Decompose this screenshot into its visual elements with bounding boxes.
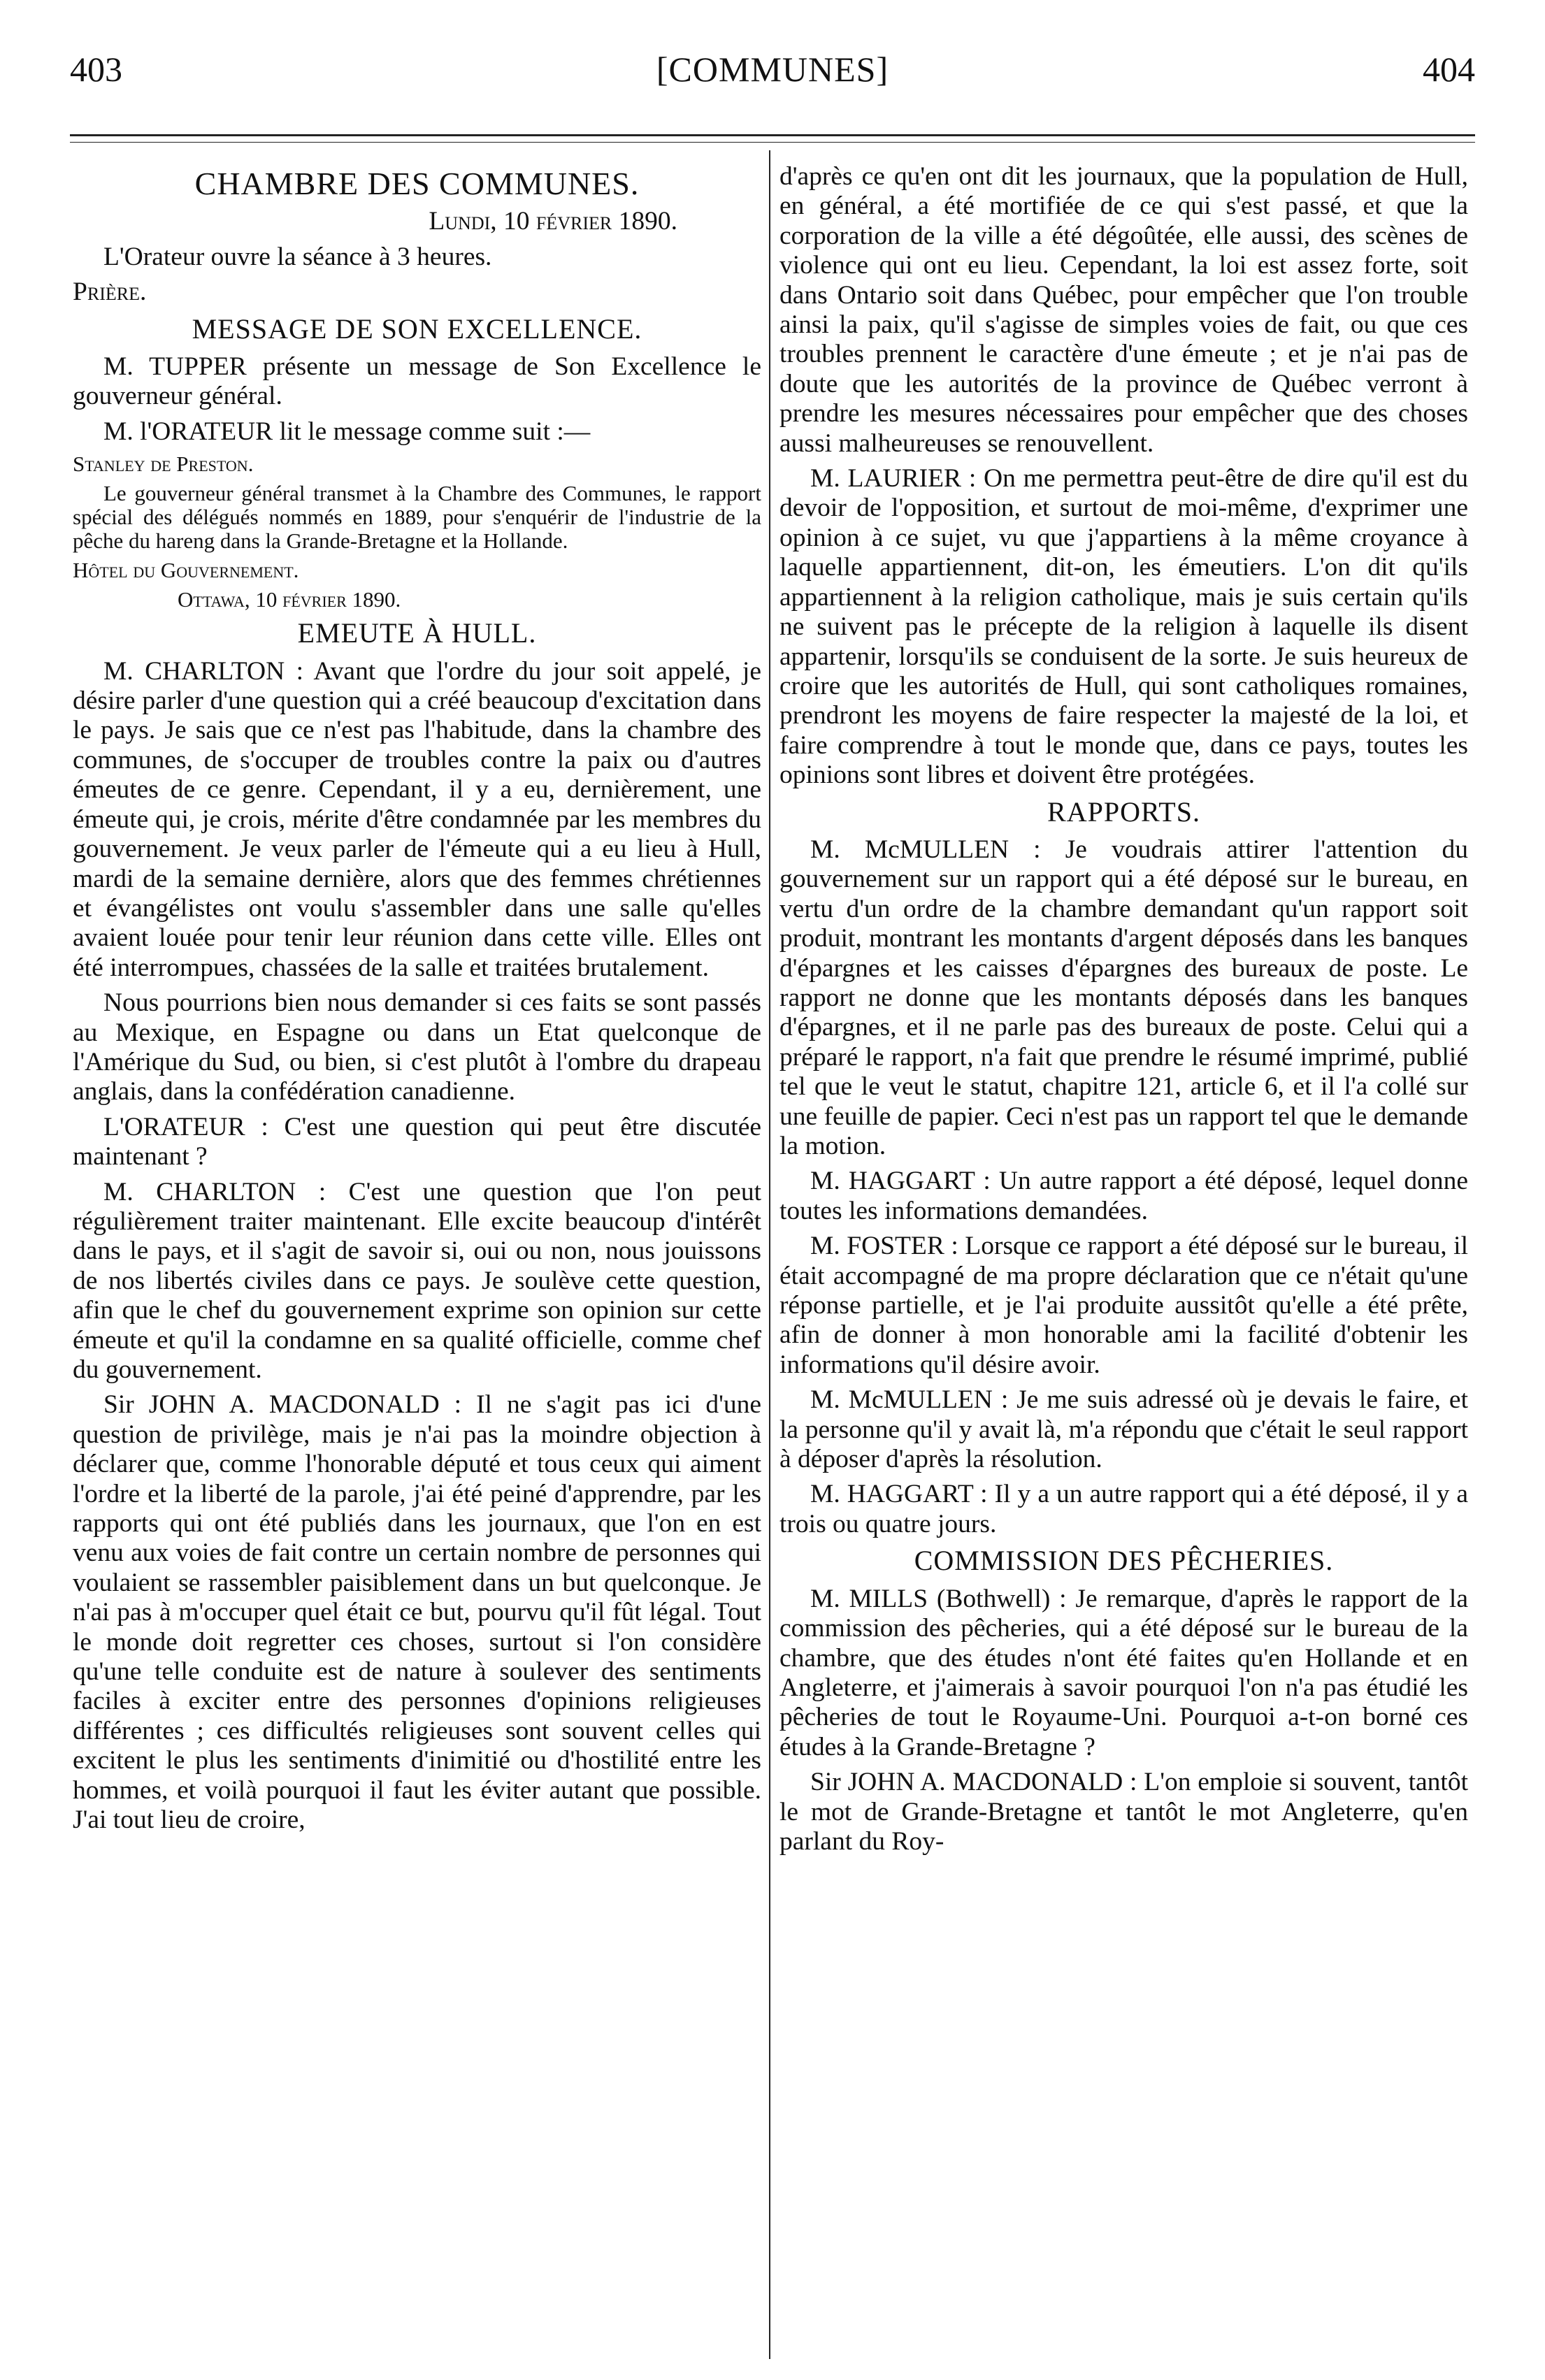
running-title: [COMMUNES] — [656, 50, 889, 89]
message-body: Le gouverneur général transmet à la Chambre des Communes, le rapport spécial des délégués nommés en 1889, pour s'enquérir de l'industrie de la pêche du hareng dans la Grande-Bretagne et la Hollande. — [73, 481, 761, 554]
chamber-title: CHAMBRE DES COMMUNES. — [194, 166, 640, 201]
emeute-heading: EMEUTE À HULL. — [297, 617, 537, 649]
header-rule-thin — [70, 142, 1475, 143]
continuation-paragraph: d'après ce qu'en ont dit les journaux, que la population de Hull, en général, a été mortifiée de ce qui s'est passé, et que la corporation de la ville a été dégoûtée, elle aussi, des scènes de violence qui ont eu lieu. Cependant, la loi est assez forte, soit dans Ontario soit dans Québec, pour empêcher que l'on trouble ainsi la paix, qu'il s'agisse de simples voies de fait, ou que ces troubles prennent le caractère d'une émeute ; et je n'ai pas de doute que les autorités de la province de Québec verront à prendre les mesures nécessaires pour empêcher que des choses aussi malheureuses se renouvellent. — [779, 162, 1468, 458]
page-header — [70, 49, 1475, 98]
page-number-left: 403 — [70, 50, 122, 89]
page-number-right: 404 — [1423, 50, 1475, 89]
laurier-paragraph: M. LAURIER : On me permettra peut-être de dire qu'il est du devoir de l'opposition, et surtout de moi-même, d'exprimer une opinion à ce sujet, vu que j'appartiens à la même croyance à laquelle appartiennent, dit-on, les émeutiers. L'on dit qu'ils appartiennent à la religion catholique, mais je suis certain qu'ils ne suivent pas le précepte de la religion à laquelle ils disent appartenir, lorsqu'ils se conduisent de la sorte. Je suis heureux de croire que les autorités de Hull, qui sont catholiques romaines, prendront les moyens de faire respecter la majesté de la loi, et faire comprendre à tout le monde que, dans ce pays, toutes les opinions sont libres et doivent être protégées. — [779, 464, 1468, 790]
foster-paragraph: M. FOSTER : Lorsque ce rapport a été déposé sur le bureau, il était accompagné de ma propre déclaration que ce n'était qu'une réponse partielle, et je l'ai produite aussitôt qu'elle a été prête, afin de donner à mon honorable ami la facilité d'obtenir les informations qu'il désire avoir. — [779, 1232, 1468, 1379]
session-date: Lundi, 10 février 1890. — [429, 207, 677, 236]
haggart-paragraph-1: M. HAGGART : Un autre rapport a été déposé, lequel donne toutes les informations demandées. — [779, 1167, 1468, 1225]
charlton-paragraph-1: M. CHARLTON : Avant que l'ordre du jour soit appelé, je désire parler d'une question qui a créé beaucoup d'excitation dans le pays. Je sais que ce n'est pas l'habitude, dans la chambre des communes, de s'occuper de troubles contre la paix ou d'autres émeutes de ce genre. Cependant, il y a eu, dernièrement, une émeute qui, je crois, mérite d'être condamnée par les membres du gouvernement. Je veux parler de l'émeute qui a eu lieu à Hull, mardi de la semaine dernière, alors que des femmes chrétiennes et évangélistes ont voulu s'assembler dans une salle qu'elles avaient louée pour tenir leur réunion dans cette ville. Elles ont été interrompues, chassées de la salle et traitées brutalement. — [73, 656, 761, 982]
pecheries-heading: COMMISSION DES PÊCHERIES. — [914, 1545, 1334, 1577]
orateur-reads: M. l'ORATEUR lit le message comme suit :— — [103, 417, 591, 446]
charlton-paragraph-2: Nous pourrions bien nous demander si ces faits se sont passés au Mexique, en Espagne ou dans un Etat quelconque de l'Amérique du Sud, ou bien, si c'est plutôt à l'ombre du drapeau anglais, dans la confédération canadienne. — [73, 988, 761, 1106]
mcmullen-paragraph-1: M. McMULLEN : Je voudrais attirer l'attention du gouvernement sur un rapport qui a été déposé sur le bureau, en vertu d'un ordre de la chambre demandant qu'un rapport soit produit, montrant les montants d'argent déposés dans les banques d'épargnes et les caisses d'épargnes des bureaux de poste. Le rapport ne donne que les montants déposés dans les banques d'épargnes, et il ne parle pas des bureaux de poste. Celui qui a préparé le rapport, n'a fait que prendre le résumé imprimé, publié tel que le veut le statut, chapitre 121, article 6, et il l'a collé sur une feuille de papier. Ceci n'est pas un rapport tel que le demande la motion. — [779, 835, 1468, 1160]
charlton-paragraph-3: M. CHARLTON : C'est une question que l'on peut régulièrement traiter maintenant. Elle excite beaucoup d'intérêt dans le pays, et il s'agit de savoir si, oui ou non, nous jouissons de nos libertés civiles dans ce pays. Je soulève cette question, afin que le chef du gouvernement exprime son opinion sur cette émeute et qu'il la condamne en sa qualité officielle, comme chef du gouvernement. — [73, 1177, 761, 1384]
column-divider — [769, 150, 770, 2359]
left-column — [73, 162, 761, 2350]
haggart-paragraph-2: M. HAGGART : Il y a un autre rapport qui a été déposé, il y a trois ou quatre jours. — [779, 1480, 1468, 1538]
mills-paragraph: M. MILLS (Bothwell) : Je remarque, d'après le rapport de la commission des pêcheries, qui a été déposé sur le bureau de la chambre, que des études n'ont été faites qu'en Hollande et en Angleterre, et j'aimerais à savoir pourquoi l'on n'a pas étudié les pêcheries de tout le Royaume-Uni. Pourquoi a-t-on borné ces études à la Grande-Bretagne ? — [779, 1584, 1468, 1761]
right-column — [779, 162, 1468, 2350]
orateur-opens: L'Orateur ouvre la séance à 3 heures. — [103, 242, 492, 271]
header-rule-thick — [70, 134, 1475, 136]
rapports-heading: RAPPORTS. — [1047, 795, 1200, 828]
message-heading: MESSAGE DE SON EXCELLENCE. — [192, 312, 642, 345]
stanley-signature: Stanley de Preston. — [73, 452, 254, 477]
tupper-paragraph: M. TUPPER présente un message de Son Excellence le gouverneur général. — [73, 352, 761, 411]
ottawa-line: Ottawa, 10 février 1890. — [178, 587, 401, 612]
mcmullen-paragraph-2: M. McMULLEN : Je me suis adressé où je devais le faire, et la personne qu'il y avait là, m'a répondu que c'était le seul rapport à déposer d'après la résolution. — [779, 1385, 1468, 1474]
hotel-line: Hôtel du Gouvernement. — [73, 558, 299, 583]
orateur-question: L'ORATEUR : C'est une question qui peut être discutée maintenant ? — [73, 1112, 761, 1171]
macdonald-paragraph-1: Sir JOHN A. MACDONALD : Il ne s'agit pas ici d'une question de privilège, mais je n'ai pas la moindre objection à déclarer que, comme l'honorable député et tous ceux qui aiment l'ordre et la liberté de la parole, j'ai été peiné d'apprendre, par les rapports qui ont été publiés dans les journaux, que l'on en est venu aux voies de fait contre un certain nombre de personnes qui voulaient se rassembler paisiblement dans un but quelconque. Je n'ai pas à m'occuper quel était ce but, pourvu qu'il fût légal. Tout le monde doit regretter ces choses, surtout si l'on considère qu'une telle conduite est de nature à soulever des sentiments faciles à exciter entre des personnes d'opinions religieuses différentes ; ces difficultés religieuses sont souvent celles qui excitent le plus les sentiments d'inimitié ou d'hostilité entre les hommes, et voilà pourquoi il faut les éviter autant que possible. J'ai tout lieu de croire, — [73, 1390, 761, 1835]
macdonald-paragraph-2: Sir JOHN A. MACDONALD : L'on emploie si souvent, tantôt le mot de Grande-Bretagne et tantôt le mot Angleterre, qu'en parlant du Roy- — [779, 1768, 1468, 1856]
priere: Prière. — [73, 277, 147, 307]
